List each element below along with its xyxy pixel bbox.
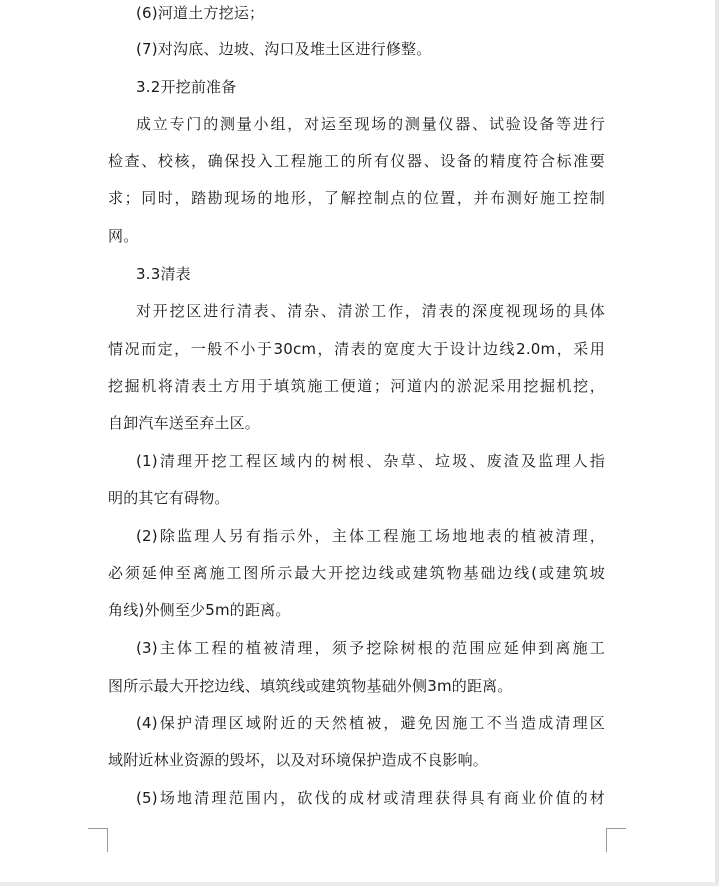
list-item-2: (2)除监理人另有指示外，主体工程施工场地地表的植被清理，	[136, 527, 605, 545]
paragraph-line: 网。	[108, 227, 139, 245]
margin-corner-mark-right	[606, 828, 626, 852]
paragraph-line: 检查、校核，确保投入工程施工的所有仪器、设备的精度符合标准要	[108, 152, 605, 170]
paragraph-line: 图所示最大开挖边线、填筑线或建筑物基础外侧3m的距离。	[108, 677, 513, 695]
paragraph-line: 情况而定，一般不小于30cm，清表的宽度大于设计边线2.0m，采用	[108, 340, 605, 358]
page-edge-shadow	[715, 0, 719, 886]
section-heading-3-3: 3.3清表	[136, 265, 191, 283]
paragraph-line: 域附近林业资源的毁坏，以及对环境保护造成不良影响。	[108, 751, 489, 769]
paragraph-line: 明的其它有碍物。	[108, 489, 230, 507]
list-item-4: (4)保护清理区域附近的天然植被，避免因施工不当造成清理区	[136, 714, 605, 732]
list-item-5: (5)场地清理范围内，砍伐的成材或清理获得具有商业价值的材	[136, 789, 605, 807]
section-heading-3-2: 3.2开挖前准备	[136, 78, 237, 96]
list-item-6: (6)河道土方挖运；	[136, 4, 265, 22]
paragraph-line: 对开挖区进行清表、清杂、清淤工作，清表的深度视现场的具体	[136, 302, 605, 320]
paragraph-line: 成立专门的测量小组，对运至现场的测量仪器、试验设备等进行	[136, 115, 605, 133]
paragraph-line: 必须延伸至离施工图所示最大开挖边线或建筑物基础边线(或建筑坡	[108, 564, 605, 582]
paragraph-line: 自卸汽车送至弃土区。	[108, 414, 261, 432]
list-item-1: (1)清理开挖工程区域内的树根、杂草、垃圾、废渣及监理人指	[136, 452, 605, 470]
margin-corner-mark-left	[88, 828, 108, 852]
page-bottom-border	[0, 882, 719, 886]
paragraph-line: 角线)外侧至少5m的距离。	[108, 601, 291, 619]
paragraph-line: 求；同时，踏勘现场的地形，了解控制点的位置，并布测好施工控制	[108, 189, 605, 207]
list-item-3: (3)主体工程的植被清理，须予挖除树根的范围应延伸到离施工	[136, 639, 605, 657]
paragraph-line: 挖掘机将清表土方用于填筑施工便道；河道内的淤泥采用挖掘机挖，	[108, 377, 605, 395]
list-item-7: (7)对沟底、边坡、沟口及堆土区进行修整。	[136, 40, 432, 58]
